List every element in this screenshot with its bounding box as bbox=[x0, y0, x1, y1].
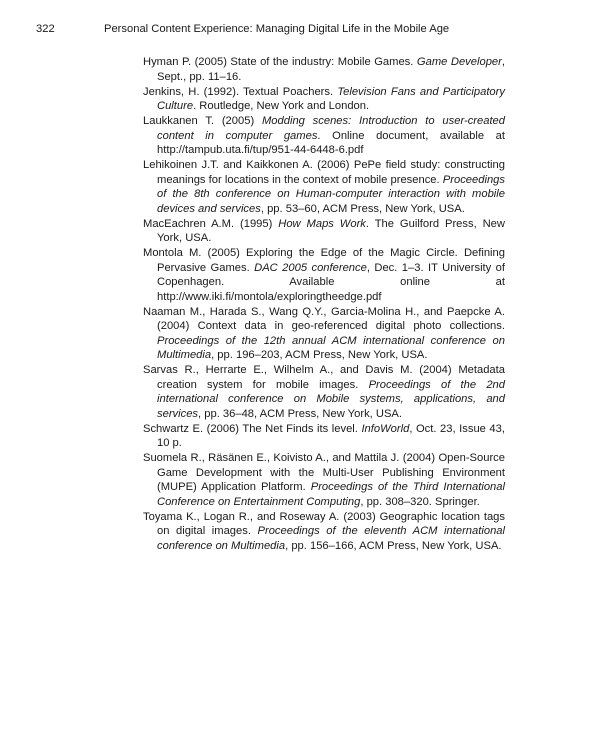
page-number: 322 bbox=[36, 23, 55, 35]
reference-entry: Jenkins, H. (1992). Textual Poachers. Television Fans and Participatory Culture. Routledge, New York and London. bbox=[143, 85, 505, 112]
reference-entry: Hyman P. (2005) State of the industry: Mobile Games. Game Developer, Sept., pp. 11–16. bbox=[143, 56, 505, 83]
reference-entry: Schwartz E. (2006) The Net Finds its level. InfoWorld, Oct. 23, Issue 43, 10 p. bbox=[143, 422, 505, 449]
reference-entry: Toyama K., Logan R., and Roseway A. (2003) Geographic location tags on digital images. Proceedings of the eleventh ACM international conference on Multimedia, pp. 156–166, ACM Press, New York, USA. bbox=[143, 510, 505, 552]
reference-entry: Laukkanen T. (2005) Modding scenes: Introduction to user-created content in computer games. Online document, available at http://tampub.uta.fi/tup/951-44-6448-6.pdf bbox=[143, 115, 506, 156]
reference-entry: Lehikoinen J.T. and Kaikkonen A. (2006) PePe field study: constructing meanings for locations in the context of mobile presence. Proceedings of the 8th conference on Human-computer interaction with mobile devices and services, pp. 53–60, ACM Press, New York, USA. bbox=[143, 159, 505, 215]
reference-entry: Naaman M., Harada S., Wang Q.Y., Garcia-Molina H., and Paepcke A. (2004) Context data in geo-referenced digital photo collections. Proceedings of the 12th annual ACM international conference on Multimedia, pp. 196–203, ACM Press, New York, USA. bbox=[143, 305, 505, 361]
reference-list bbox=[143, 55, 505, 554]
reference-entry: Montola M. (2005) Exploring the Edge of the Magic Circle. Defining Pervasive Games. DAC 2005 conference, Dec. 1–3. IT University of Copenhagen. Available online at http://www.iki.fi/montola/exploringtheedge.pdf bbox=[143, 247, 506, 303]
page-header bbox=[36, 22, 580, 36]
reference-entry: Sarvas R., Herrarte E., Wilhelm A., and Davis M. (2004) Metadata creation system for mobile images. Proceedings of the 2nd international conference on Mobile systems, applications, and services, pp. 36–48, ACM Press, New York, USA. bbox=[143, 364, 505, 420]
running-title: Personal Content Experience: Managing Digital Life in the Mobile Age bbox=[104, 23, 450, 35]
reference-entry: MacEachren A.M. (1995) How Maps Work. The Guilford Press, New York, USA. bbox=[143, 217, 505, 244]
reference-entry: Suomela R., Räsänen E., Koivisto A., and Mattila J. (2004) Open-Source Game Development with the Multi-User Publishing Environment (MUPE) Application Platform. Proceedings of the Third International Conference on Entertainment Computing, pp. 308–320. Springer. bbox=[143, 452, 505, 508]
